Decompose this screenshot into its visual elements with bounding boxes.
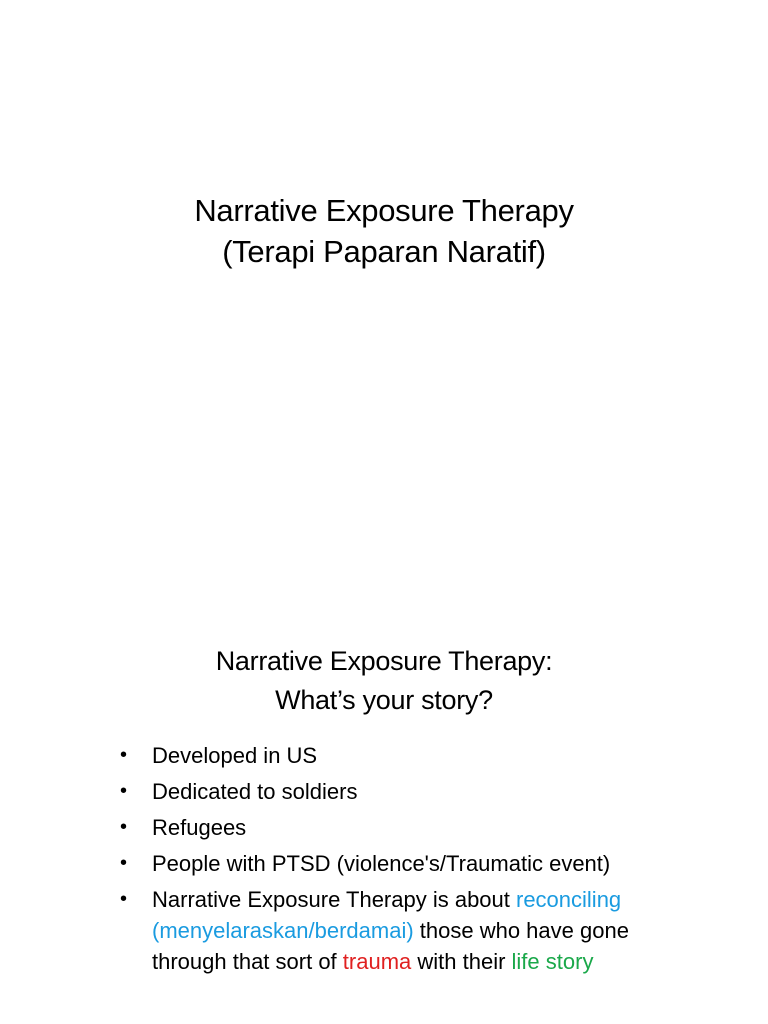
bullet-dot-icon: • bbox=[120, 888, 128, 910]
slide-1-title-line-2: (Terapi Paparan Naratif) bbox=[222, 234, 546, 269]
bullet-text: Developed in US bbox=[152, 743, 318, 768]
slide-1-title bbox=[0, 190, 768, 272]
list-item bbox=[118, 848, 658, 879]
bullet-text bbox=[152, 887, 629, 974]
bullet-text-part-2: those who have gone through that sort of bbox=[152, 918, 629, 974]
slide-2-title-line-2: What’s your story? bbox=[275, 685, 493, 715]
bullet-text: People with PTSD (violence's/Traumatic event) bbox=[152, 851, 611, 876]
list-item bbox=[118, 812, 658, 843]
highlight-life-story: life story bbox=[511, 949, 594, 974]
bullet-dot-icon: • bbox=[120, 816, 128, 838]
slide-2-title-line-1: Narrative Exposure Therapy: bbox=[215, 646, 553, 676]
bullet-dot-icon: • bbox=[120, 852, 128, 874]
bullet-list bbox=[118, 740, 658, 982]
highlight-trauma: trauma bbox=[342, 949, 412, 974]
bullet-text-part-3: with their bbox=[411, 949, 512, 974]
list-item bbox=[118, 884, 658, 977]
slide-2 bbox=[0, 512, 768, 1024]
slide-1 bbox=[0, 0, 768, 500]
bullet-text: Dedicated to soldiers bbox=[152, 779, 358, 804]
bullet-text: Refugees bbox=[152, 815, 247, 840]
list-item bbox=[118, 740, 658, 771]
bullet-dot-icon: • bbox=[120, 744, 128, 766]
list-item bbox=[118, 776, 658, 807]
highlight-reconciling: reconciling (menyelaraskan/berdamai) bbox=[152, 887, 622, 943]
slide-2-title bbox=[0, 642, 768, 720]
bullet-dot-icon: • bbox=[120, 780, 128, 802]
slide-1-title-line-1: Narrative Exposure Therapy bbox=[194, 193, 574, 228]
bullet-text-part-1: Narrative Exposure Therapy is about bbox=[152, 887, 516, 912]
